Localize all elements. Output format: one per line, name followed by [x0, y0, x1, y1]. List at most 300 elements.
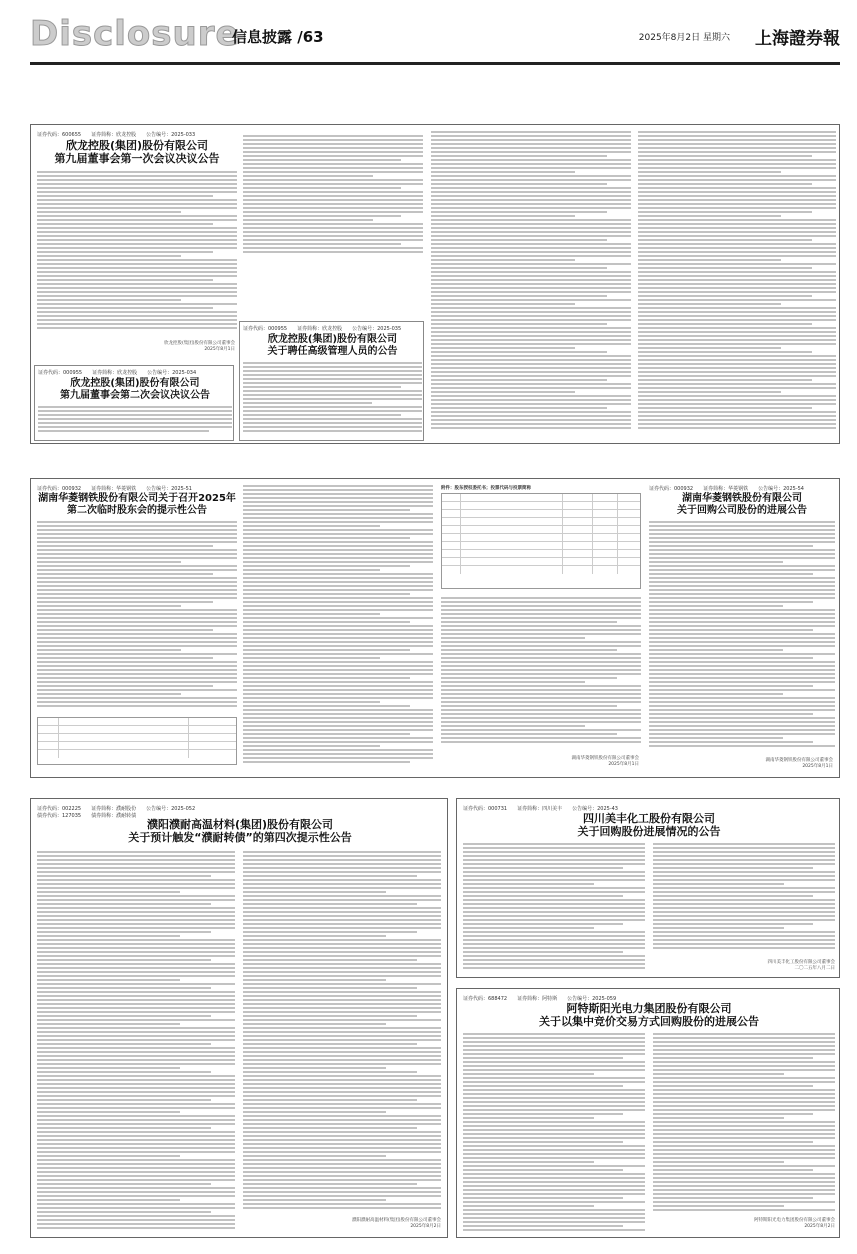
text-line [37, 899, 235, 901]
text-line [243, 887, 441, 889]
text-line [638, 211, 812, 213]
text-line [431, 327, 631, 329]
text-line [649, 681, 835, 683]
text-line [37, 1171, 235, 1173]
text-line [243, 1099, 417, 1101]
text-line [243, 987, 417, 989]
text-line [243, 1139, 441, 1141]
text-line [243, 753, 433, 755]
text-line [649, 685, 813, 687]
notice-title: 欣龙控股(集团)股份有限公司 第九届董事会第二次会议决议公告 [60, 378, 210, 401]
text-line [243, 362, 422, 364]
text-line [463, 867, 623, 869]
text-line [653, 927, 784, 929]
text-line [243, 681, 433, 683]
text-line [243, 1151, 441, 1153]
notice-code: 证券代码：002225 证券简称：濮耐股份 公告编号：2025-052 债券代码：127035 债券简称：濮耐转债 [37, 806, 196, 819]
text-line [37, 1199, 180, 1201]
text-line [653, 1057, 813, 1059]
text-line [37, 963, 235, 965]
notice-title: 濮阳濮耐高温材料(集团)股份有限公司 关于预计触发“濮耐转债”的第四次提示性公告 [128, 818, 352, 844]
text-line [441, 641, 641, 643]
text-line [653, 1125, 835, 1127]
text-line [638, 159, 836, 161]
text-line [243, 501, 433, 503]
text-line [243, 919, 441, 921]
text-line [243, 1007, 441, 1009]
text-line [649, 605, 783, 607]
text-line [37, 263, 237, 265]
text-line [37, 529, 237, 531]
text-line [463, 1145, 645, 1147]
text-line [243, 613, 380, 615]
text-line [37, 887, 235, 889]
text-line [37, 1175, 235, 1177]
text-line [37, 1167, 235, 1169]
text-line [37, 259, 237, 261]
text-line [653, 911, 835, 913]
text-line [37, 645, 237, 647]
text-line [243, 187, 401, 189]
text-line [431, 347, 575, 349]
text-line [463, 1185, 645, 1187]
text-line [37, 951, 235, 953]
text-line [243, 1039, 441, 1041]
text-line [243, 669, 433, 671]
text-line [37, 1195, 235, 1197]
resume-column [431, 131, 631, 431]
notice-signature: 四川美丰化工股份有限公司董事会 二〇二五年八月二日 [767, 960, 835, 971]
text-line [463, 1141, 623, 1143]
text-line [37, 179, 237, 181]
text-line [243, 565, 410, 567]
text-line [463, 1061, 645, 1063]
text-line [37, 1019, 235, 1021]
text-line [463, 1041, 645, 1043]
text-line [243, 585, 433, 587]
text-line [649, 745, 835, 747]
text-line [463, 1189, 645, 1191]
text-line [37, 295, 237, 297]
text-line [431, 423, 631, 425]
text-line [463, 1149, 645, 1151]
notice-panel-hualing [30, 478, 840, 778]
text-line [463, 875, 645, 877]
text-line [431, 211, 607, 213]
text-line [243, 1015, 417, 1017]
text-line [37, 991, 235, 993]
text-line [243, 1091, 441, 1093]
text-line [638, 339, 836, 341]
text-line [441, 737, 641, 739]
text-line [243, 1103, 441, 1105]
text-line [638, 427, 836, 429]
notice-signature: 濮阳濮耐高温材料(集团)股份有限公司董事会 2025年8月2日 [351, 1218, 441, 1229]
text-line [431, 355, 631, 357]
text-line [37, 283, 237, 285]
text-line [431, 283, 631, 285]
masthead-rule [30, 62, 840, 65]
text-line [463, 907, 645, 909]
text-line [653, 947, 835, 949]
text-line [243, 713, 433, 715]
text-line [37, 267, 237, 269]
notice-body-continued [243, 135, 423, 255]
text-line [37, 661, 237, 663]
text-line [243, 967, 441, 969]
text-line [463, 955, 645, 957]
text-line [463, 879, 645, 881]
notice-signature: 阿特斯阳光电力集团股份有限公司董事会 2025年8月2日 [754, 1218, 835, 1229]
text-line [243, 517, 433, 519]
text-line [37, 291, 237, 293]
text-line [653, 1141, 813, 1143]
text-line [649, 609, 835, 611]
text-line [441, 605, 641, 607]
text-line [37, 323, 237, 325]
text-line [649, 669, 835, 671]
text-line [37, 1075, 235, 1077]
text-line [463, 911, 645, 913]
text-line [638, 407, 812, 409]
text-line [653, 1133, 835, 1135]
notice-code: 证券代码：000955 证券简称：欣龙控股 公告编号：2025-034 [38, 370, 197, 376]
text-line [37, 891, 180, 893]
text-line [37, 175, 237, 177]
text-line [638, 259, 781, 261]
text-line [243, 553, 433, 555]
text-line [649, 693, 783, 695]
text-line [638, 239, 812, 241]
text-line [243, 749, 433, 751]
text-line [649, 525, 835, 527]
text-line [638, 403, 836, 405]
text-line [243, 159, 401, 161]
text-line [243, 737, 433, 739]
text-line [638, 251, 836, 253]
text-line [37, 1043, 211, 1045]
text-line [441, 609, 641, 611]
text-line [638, 191, 836, 193]
text-line [463, 1081, 645, 1083]
text-line [431, 315, 631, 317]
text-line [243, 406, 422, 408]
text-line [431, 243, 631, 245]
text-line [243, 689, 433, 691]
text-line [431, 263, 631, 265]
text-line [441, 705, 617, 707]
text-line [638, 219, 836, 221]
text-line [638, 391, 781, 393]
text-line [37, 923, 235, 925]
notice-body-continued [653, 1033, 835, 1213]
text-line [638, 167, 836, 169]
text-line [243, 410, 422, 412]
text-line [243, 1123, 441, 1125]
text-line [463, 947, 645, 949]
text-line [653, 1193, 835, 1195]
text-line [463, 863, 645, 865]
text-line [243, 1167, 441, 1169]
table-caption: 附件：股东授权委托书；投票代码与投票简称 [441, 486, 531, 491]
text-line [638, 287, 836, 289]
text-line [243, 147, 423, 149]
text-line [37, 311, 237, 313]
text-line [649, 597, 835, 599]
text-line [463, 891, 645, 893]
text-line [649, 625, 835, 627]
text-line [638, 347, 781, 349]
text-line [243, 1019, 441, 1021]
notice-body [463, 843, 645, 973]
text-line [441, 741, 641, 743]
text-line [243, 1063, 441, 1065]
text-line [37, 1223, 235, 1225]
text-line [463, 1045, 645, 1047]
text-line [441, 629, 641, 631]
text-line [37, 1207, 235, 1209]
text-line [441, 693, 641, 695]
text-line [431, 403, 631, 405]
text-line [653, 1173, 835, 1175]
text-line [243, 621, 410, 623]
text-line [243, 549, 433, 551]
text-line [463, 959, 645, 961]
text-line [463, 1197, 623, 1199]
text-line [37, 1039, 235, 1041]
text-line [441, 733, 617, 735]
text-line [649, 697, 835, 699]
text-line [431, 351, 607, 353]
text-line [37, 231, 237, 233]
text-line [431, 323, 607, 325]
text-line [37, 271, 237, 273]
text-line [431, 415, 631, 417]
notice-box-second-meeting [34, 365, 234, 441]
text-line [243, 951, 441, 953]
notice-title: 湖南华菱钢铁股份有限公司关于召开2025年 第二次临时股东会的提示性公告 [38, 493, 236, 516]
text-line [243, 899, 441, 901]
text-line [243, 1191, 441, 1193]
text-line [37, 657, 213, 659]
text-line [638, 371, 836, 373]
text-line [431, 271, 631, 273]
text-line [37, 1155, 180, 1157]
text-line [37, 935, 180, 937]
text-line [243, 175, 373, 177]
text-line [37, 187, 237, 189]
text-line [37, 243, 237, 245]
text-line [653, 1045, 835, 1047]
text-line [243, 143, 423, 145]
text-line [649, 521, 835, 523]
text-line [463, 1093, 645, 1095]
masthead [30, 14, 840, 60]
text-line [441, 685, 641, 687]
text-line [649, 589, 835, 591]
text-line [431, 303, 575, 305]
text-line [638, 183, 812, 185]
text-line [431, 159, 631, 161]
text-line [37, 1111, 180, 1113]
text-line [37, 1007, 235, 1009]
text-line [243, 1187, 441, 1189]
text-line [463, 1181, 645, 1183]
text-line [463, 1121, 645, 1123]
text-line [243, 171, 423, 173]
text-line [463, 1213, 645, 1215]
text-line [37, 975, 235, 977]
text-line [649, 729, 835, 731]
text-line [431, 279, 631, 281]
text-line [431, 363, 631, 365]
text-line [37, 553, 237, 555]
text-line [653, 1041, 835, 1043]
text-line [431, 255, 631, 257]
text-line [37, 637, 237, 639]
text-line [649, 573, 813, 575]
text-line [37, 633, 237, 635]
text-line [653, 851, 835, 853]
text-line [653, 863, 835, 865]
text-line [243, 685, 433, 687]
text-line [243, 903, 417, 905]
text-line [431, 135, 631, 137]
text-line [649, 673, 835, 675]
text-line [243, 1071, 417, 1073]
text-line [37, 669, 237, 671]
text-line [431, 275, 631, 277]
text-line [638, 343, 836, 345]
text-line [649, 653, 835, 655]
text-line [431, 227, 631, 229]
text-line [243, 923, 441, 925]
text-line [653, 1145, 835, 1147]
text-line [37, 967, 235, 969]
text-line [37, 537, 237, 539]
notice-title: 欣龙控股(集团)股份有限公司 关于聘任高级管理人员的公告 [267, 334, 398, 357]
text-line [37, 1083, 235, 1085]
text-line [243, 219, 373, 221]
text-line [243, 1127, 417, 1129]
text-line [37, 1143, 235, 1145]
text-line [638, 411, 836, 413]
text-line [441, 721, 641, 723]
text-line [463, 1157, 645, 1159]
text-line [638, 207, 836, 209]
text-line [463, 919, 645, 921]
text-line [649, 709, 835, 711]
text-line [243, 1079, 441, 1081]
text-line [37, 1151, 235, 1153]
text-line [638, 267, 812, 269]
text-line [463, 1173, 645, 1175]
text-line [243, 657, 380, 659]
text-line [37, 1219, 235, 1221]
text-line [243, 1119, 441, 1121]
text-line [463, 859, 645, 861]
text-line [37, 979, 180, 981]
text-line [243, 414, 401, 416]
text-line [243, 891, 386, 893]
text-line [243, 135, 423, 137]
text-line [37, 1059, 235, 1061]
text-line [638, 331, 836, 333]
text-line [649, 725, 835, 727]
notice-body [37, 171, 237, 331]
text-line [638, 319, 836, 321]
text-line [243, 1143, 441, 1145]
text-line [463, 847, 645, 849]
text-line [243, 959, 417, 961]
text-line [243, 629, 433, 631]
text-line [37, 581, 237, 583]
text-line [37, 1147, 235, 1149]
text-line [243, 761, 410, 763]
text-line [431, 383, 631, 385]
text-line [638, 399, 836, 401]
text-line [37, 851, 235, 853]
notice-body [37, 521, 237, 711]
text-line [243, 370, 422, 372]
text-line [638, 363, 836, 365]
text-line [638, 215, 781, 217]
text-line [243, 757, 433, 759]
text-line [37, 915, 235, 917]
text-line [243, 366, 422, 368]
text-line [653, 1117, 784, 1119]
text-line [243, 195, 423, 197]
text-line [38, 410, 232, 412]
text-line [463, 931, 645, 933]
text-line [431, 419, 631, 421]
text-line [243, 1051, 441, 1053]
text-line [243, 231, 423, 233]
text-line [243, 533, 433, 535]
text-line [38, 414, 232, 416]
text-line [243, 883, 441, 885]
text-line [431, 199, 631, 201]
text-line [37, 855, 235, 857]
text-line [37, 1107, 235, 1109]
text-line [653, 1153, 835, 1155]
text-line [653, 1069, 835, 1071]
text-line [243, 179, 423, 181]
text-line [653, 903, 835, 905]
text-line [243, 139, 423, 141]
text-line [653, 1129, 835, 1131]
text-line [37, 1079, 235, 1081]
text-line [37, 705, 237, 707]
text-line [37, 983, 235, 985]
text-line [653, 1205, 784, 1207]
notice-code: 证券代码：688472 证券简称：阿特斯 公告编号：2025-059 [463, 996, 617, 1002]
text-line [431, 167, 631, 169]
text-line [243, 859, 441, 861]
text-line [243, 1135, 441, 1137]
text-line [653, 1189, 835, 1191]
text-line [653, 935, 835, 937]
text-line [243, 641, 433, 643]
text-line [441, 633, 641, 635]
text-line [37, 239, 237, 241]
notice-body [649, 521, 835, 751]
text-line [431, 251, 631, 253]
text-line [37, 1087, 235, 1089]
text-line [653, 1137, 835, 1139]
text-line [649, 721, 835, 723]
text-line [463, 1209, 645, 1211]
